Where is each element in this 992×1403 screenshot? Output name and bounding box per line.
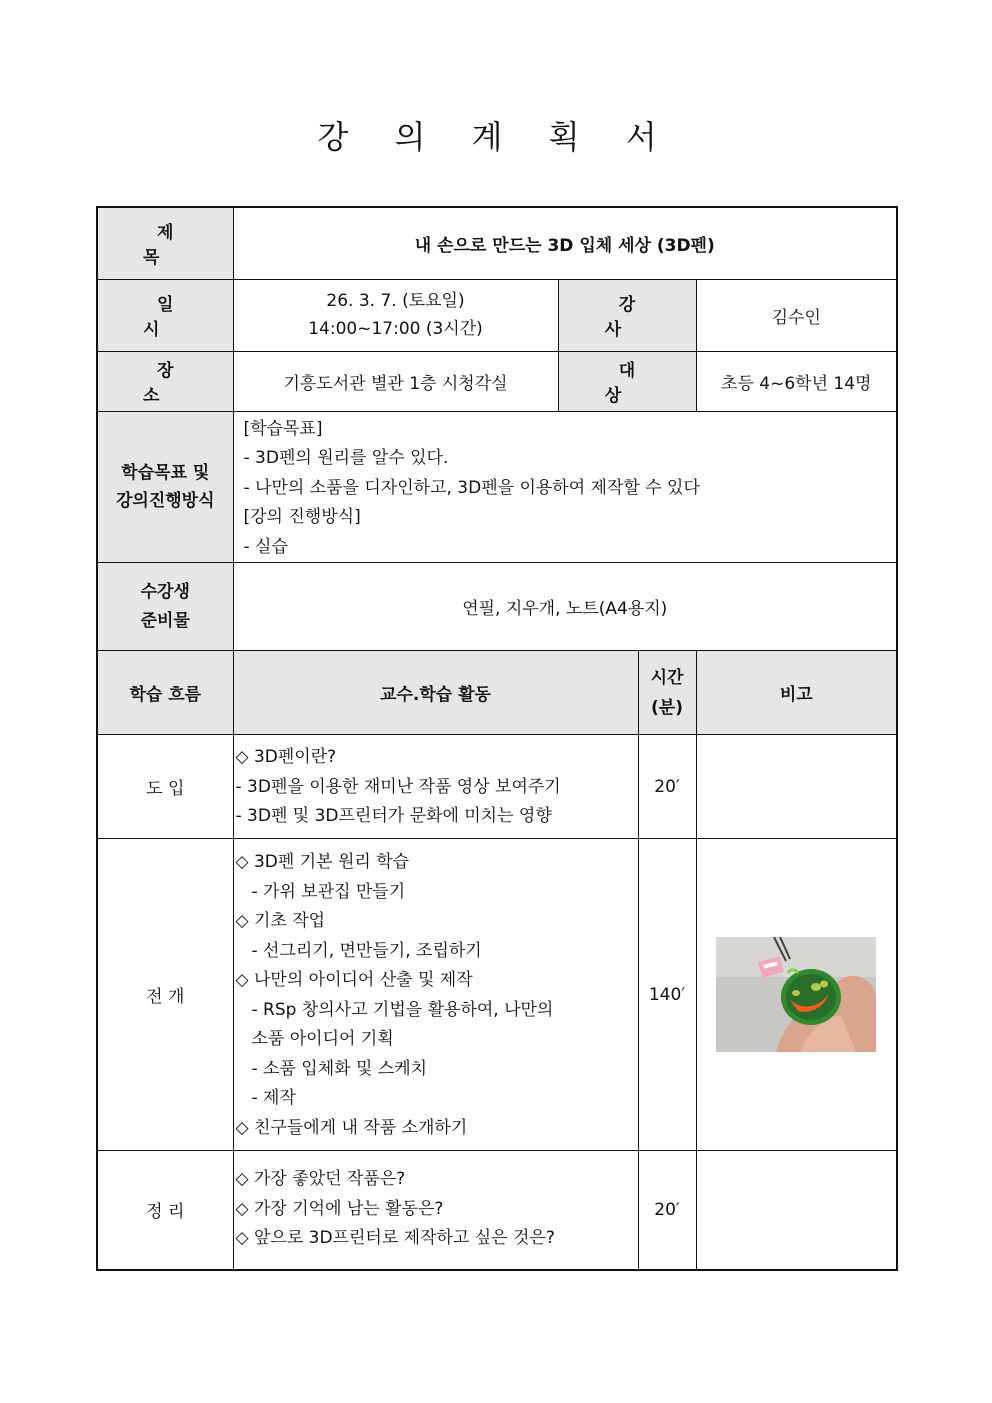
goals-line: - 실습: [243, 536, 288, 557]
3d-pen-artwork-photo: [716, 937, 876, 1052]
materials-label-line1: 수강생: [140, 581, 190, 602]
activity-line: ◇ 친구들에게 내 작품 소개하기: [235, 1117, 468, 1138]
datetime-date: 26. 3. 7. (토요일): [326, 291, 465, 311]
flow-note: [696, 1151, 897, 1270]
activity-line: - 제작: [251, 1088, 296, 1108]
target-label: 대 상: [558, 351, 696, 411]
activity-line: ◇ 3D펜이란?: [235, 747, 337, 767]
flow-note: [696, 839, 897, 1151]
flow-stage: 정 리: [97, 1151, 233, 1270]
document-title: 강 의 계 획 서: [317, 118, 675, 156]
flow-activity: [233, 735, 638, 839]
activity-line: 소품 아이디어 기획: [251, 1029, 394, 1049]
goals-line: - 3D펜의 원리를 알수 있다.: [243, 448, 449, 468]
datetime-value: [233, 279, 558, 351]
datetime-time: 14:00~17:00 (3시간): [308, 319, 483, 339]
flow-stage: 도 입: [97, 735, 233, 839]
target-value: 초등 4~6학년 14명: [696, 351, 897, 411]
activity-line: ◇ 가장 기억에 남는 활동은?: [235, 1198, 444, 1219]
goals-line: [학습목표]: [243, 418, 323, 439]
goals-content: [233, 411, 897, 563]
flow-note-header: 비고: [696, 651, 897, 735]
flow-development-row: [97, 839, 897, 1151]
activity-line: ◇ 기초 작업: [235, 911, 326, 931]
goals-line: [강의 진행방식]: [243, 507, 361, 527]
goals-label-line2: 강의진행방식: [115, 490, 215, 511]
place-value: 기흥도서관 별관 1층 시청각실: [233, 351, 558, 411]
flow-time-header: [638, 651, 696, 735]
flow-time: 20′: [638, 1151, 696, 1270]
datetime-label: 일 시: [97, 279, 233, 351]
flow-header-row: [97, 651, 897, 735]
subject-value: 내 손으로 만드는 3D 입체 세상 (3D펜): [233, 207, 897, 279]
activity-line: - RSp 창의사고 기법을 활용하여, 나만의: [251, 999, 554, 1020]
goals-line: - 나만의 소품을 디자인하고, 3D펜을 이용하여 제작할 수 있다: [243, 477, 700, 498]
subject-label: 제 목: [97, 207, 233, 279]
datetime-row: [97, 279, 897, 351]
activity-line: - 선그리기, 면만들기, 조립하기: [251, 940, 482, 961]
flow-stage-header: 학습 흐름: [97, 651, 233, 735]
activity-line: ◇ 가장 좋았던 작품은?: [235, 1169, 406, 1189]
place-label: 장 소: [97, 351, 233, 411]
activity-line: - 3D펜을 이용한 재미난 작품 영상 보여주기: [235, 776, 561, 797]
flow-intro-row: [97, 735, 897, 839]
flow-note: [696, 735, 897, 839]
activity-line: - 가위 보관집 만들기: [251, 881, 406, 902]
goals-row: [97, 411, 897, 563]
materials-value: 연필, 지우개, 노트(A4용지): [233, 563, 897, 651]
materials-label-line2: 준비물: [140, 610, 190, 631]
activity-line: ◇ 3D펜 기본 원리 학습: [235, 852, 410, 872]
flow-time: 20′: [638, 735, 696, 839]
flow-stage: 전 개: [97, 839, 233, 1151]
flow-time-header-line1: 시간: [650, 667, 684, 688]
materials-row: [97, 563, 897, 651]
instructor-label: 강 사: [558, 279, 696, 351]
activity-line: - 소품 입체화 및 스케치: [251, 1058, 428, 1079]
activity-line: ◇ 앞으로 3D프린터로 제작하고 싶은 것은?: [235, 1228, 555, 1248]
place-row: [97, 351, 897, 411]
instructor-value: 김수인: [696, 279, 897, 351]
activity-line: ◇ 나만의 아이디어 산출 및 제작: [235, 970, 473, 990]
goals-label: [97, 411, 233, 563]
flow-activity-header: 교수.학습 활동: [233, 651, 638, 735]
lecture-plan-table: [96, 206, 898, 1271]
goals-label-line1: 학습목표 및: [121, 462, 210, 483]
flow-summary-row: [97, 1151, 897, 1270]
flow-time: 140′: [638, 839, 696, 1151]
activity-line: - 3D펜 및 3D프린터가 문화에 미치는 영향: [235, 806, 552, 826]
flow-activity: [233, 1151, 638, 1270]
flow-time-header-line2: (분): [651, 697, 683, 718]
flow-activity: [233, 839, 638, 1151]
materials-label: [97, 563, 233, 651]
subject-row: [97, 207, 897, 279]
